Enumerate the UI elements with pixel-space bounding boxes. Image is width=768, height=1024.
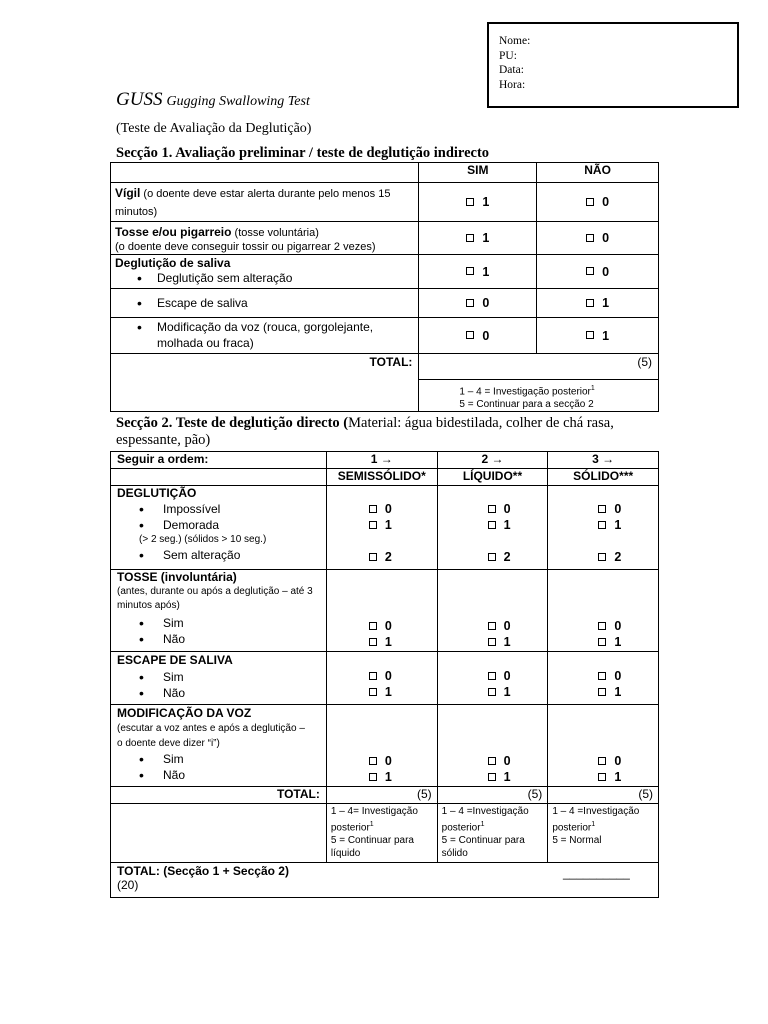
checkbox-icon[interactable]: [598, 521, 606, 529]
voz2-col2-sim[interactable]: 0: [488, 753, 548, 769]
voz2-col3-sim[interactable]: 0: [598, 753, 658, 769]
degl-col2-opt2[interactable]: 2: [488, 549, 548, 565]
checkbox-icon[interactable]: [598, 638, 606, 646]
section1-heading: Secção 1. Avaliação preliminar / teste de deglutição indirecto: [116, 145, 490, 161]
tosse2-col1-nao[interactable]: 1: [369, 634, 437, 650]
note2-b: 5 = Continuar para sólido: [441, 835, 525, 860]
escape2-col1-sim[interactable]: 0: [369, 668, 437, 684]
tosse2-col2-sim[interactable]: 0: [488, 618, 548, 634]
tosse-sim-option[interactable]: 1: [419, 222, 537, 255]
checkbox-icon[interactable]: [466, 234, 474, 242]
section1-table: [110, 162, 659, 412]
checkbox-icon[interactable]: [586, 331, 594, 339]
degl-col3: [548, 486, 659, 570]
voz2-col1-nao[interactable]: 1: [369, 769, 437, 785]
voz-row: [111, 318, 419, 354]
degl-col3-opt2[interactable]: 2: [598, 549, 658, 565]
voz-nao-option[interactable]: 1: [537, 318, 659, 354]
vigil-label: Vígil: [115, 186, 141, 200]
order-label: Seguir a ordem:: [111, 452, 327, 469]
tosse-note: (tosse voluntária): [231, 227, 319, 239]
escape2-col1: [326, 652, 437, 705]
voz2-nao: • Não: [117, 767, 320, 783]
saliva-row: [111, 255, 419, 289]
note-col1: 1 – 4= Investigação posterior$^1$ 5 = Continuar para líquido: [326, 804, 437, 863]
tosse-row: [111, 222, 419, 255]
tosse-nao-option[interactable]: 0: [537, 222, 659, 255]
checkbox-icon[interactable]: [598, 622, 606, 630]
escape-nao-option[interactable]: 1: [537, 289, 659, 318]
total-col3[interactable]: (5): [548, 787, 659, 804]
checkbox-icon[interactable]: [466, 299, 474, 307]
tosse2-row: [111, 570, 327, 652]
checkbox-icon[interactable]: [488, 757, 496, 765]
col-liquido: LÍQUIDO**: [437, 469, 548, 486]
note-col2: 1 – 4 =Investigação posterior$^1$ 5 = Continuar para sólido: [437, 804, 548, 863]
escape2-col2: [437, 652, 548, 705]
voz2-note: (escutar a voz antes e após a deglutição – o doente deve dizer “i”): [117, 723, 305, 749]
col-solido: SÓLIDO***: [548, 469, 659, 486]
note3-b: 5 = Normal: [552, 835, 602, 847]
title-subtitle: Gugging Swallowing Test: [166, 94, 310, 109]
grand-total-label: TOTAL: (Secção 1 + Secção 2): [117, 864, 289, 878]
note1-b: 5 = Continuar para líquido: [330, 835, 414, 860]
voz2-row: [111, 705, 327, 787]
saliva-nao-option[interactable]: 0: [537, 255, 659, 289]
escape2-col3-sim[interactable]: 0: [598, 668, 658, 684]
degl-sem-alteracao: • Sem alteração: [117, 547, 320, 563]
col-nao-header: NÃO: [537, 163, 659, 183]
grand-total-blank[interactable]: __________: [563, 866, 630, 880]
item-escape: • Escape de saliva: [115, 295, 414, 311]
tosse2-note: (antes, durante ou após a deglutição – até 3 minutos após): [117, 586, 313, 611]
degl-demorada-note: (> 2 seg.) (sólidos > 10 seg.): [139, 534, 267, 545]
grand-total-max: (20): [117, 878, 139, 892]
vigil-row: [111, 183, 419, 222]
degl-col2-opt1[interactable]: 1: [488, 517, 548, 533]
pu-field[interactable]: PU:: [499, 49, 517, 62]
item-sem-alteracao: • Deglutição sem alteração: [115, 270, 414, 286]
title-main: GUSS: [116, 89, 163, 110]
voz2-col2: [437, 705, 548, 787]
checkbox-icon[interactable]: [598, 688, 606, 696]
voz2-col2-nao[interactable]: 1: [488, 769, 548, 785]
vigil-sim-option[interactable]: 1: [419, 183, 537, 222]
note3-a: 1 – 4 =Investigação posterior: [552, 806, 640, 834]
checkbox-icon[interactable]: [369, 638, 377, 646]
data-field[interactable]: Data:: [499, 64, 524, 76]
checkbox-icon[interactable]: [586, 299, 594, 307]
section2-heading-bold: Secção 2. Teste de deglutição directo (: [116, 415, 349, 431]
section1-note: [419, 380, 659, 412]
note-col3: 1 – 4 =Investigação posterior$^1$ 5 = Normal: [548, 804, 659, 863]
checkbox-icon[interactable]: [586, 198, 594, 206]
patient-info-box: [487, 22, 739, 108]
checkbox-icon[interactable]: [598, 553, 606, 561]
degl-col1: [326, 486, 437, 570]
degl-col3-opt1[interactable]: 1: [598, 517, 658, 533]
degl-demorada: • Demorada: [117, 517, 320, 533]
tosse2-label: TOSSE (involuntária): [117, 570, 237, 584]
nome-field[interactable]: Nome:: [499, 35, 531, 47]
checkbox-icon[interactable]: [466, 198, 474, 206]
checkbox-icon[interactable]: [598, 757, 606, 765]
section2-total-label: TOTAL:: [111, 787, 327, 804]
degl-label: DEGLUTIÇÃO: [117, 486, 197, 500]
checkbox-icon[interactable]: [369, 672, 377, 680]
tosse2-col2: [437, 570, 548, 652]
checkbox-icon[interactable]: [488, 521, 496, 529]
voz2-label: MODIFICAÇÃO DA VOZ: [117, 706, 252, 720]
total-col1[interactable]: (5): [326, 787, 437, 804]
voz2-sim: • Sim: [117, 751, 320, 767]
escape2-col2-sim[interactable]: 0: [488, 668, 548, 684]
voz2-col3-nao[interactable]: 1: [598, 769, 658, 785]
voz2-col3: [548, 705, 659, 787]
total-max[interactable]: (5): [419, 354, 659, 380]
escape-row: [111, 289, 419, 318]
checkbox-icon[interactable]: [586, 267, 594, 275]
tosse2-nao: • Não: [117, 631, 320, 647]
tosse2-col3-nao[interactable]: 1: [598, 634, 658, 650]
checkbox-icon[interactable]: [488, 505, 496, 513]
tosse2-col2-nao[interactable]: 1: [488, 634, 548, 650]
footnote-mark: 1: [590, 385, 595, 392]
checkbox-icon[interactable]: [369, 773, 377, 781]
escape2-col3: [548, 652, 659, 705]
degl-col3-opt0[interactable]: 0: [598, 501, 658, 517]
total-col2[interactable]: (5): [437, 787, 548, 804]
section2-heading-material: Material: água bidestilada, colher de chá rasa, espessante, pão): [116, 415, 614, 448]
checkbox-icon[interactable]: [598, 672, 606, 680]
escape2-label: ESCAPE DE SALIVA: [117, 653, 233, 667]
deglutition-row: [111, 486, 327, 570]
col3-number: 3 →: [548, 452, 659, 469]
checkbox-icon[interactable]: [598, 505, 606, 513]
checkbox-icon[interactable]: [488, 672, 496, 680]
checkbox-icon[interactable]: [488, 638, 496, 646]
checkbox-icon[interactable]: [369, 688, 377, 696]
checkbox-icon[interactable]: [369, 622, 377, 630]
tosse2-col3-sim[interactable]: 0: [598, 618, 658, 634]
col-sim-header: SIM: [419, 163, 537, 183]
checkbox-icon[interactable]: [488, 688, 496, 696]
item-voz: • Modificação da voz (rouca, gorgolejante, molhada ou fraca): [115, 319, 414, 351]
degl-col1-opt0[interactable]: 0: [369, 501, 437, 517]
col-semissolido: SEMISSÓLIDO*: [326, 469, 437, 486]
saliva-label: Deglutição de saliva: [115, 256, 231, 270]
escape2-col3-nao[interactable]: 1: [598, 684, 658, 700]
saliva-sim-option[interactable]: 1: [419, 255, 537, 289]
tosse-label: Tosse e/ou pigarreio: [115, 225, 232, 239]
checkbox-icon[interactable]: [598, 773, 606, 781]
col1-number: 1 →: [326, 452, 437, 469]
degl-col2-opt0[interactable]: 0: [488, 501, 548, 517]
voz-sim-option[interactable]: 0: [419, 318, 537, 354]
escape2-sim: • Sim: [117, 669, 320, 685]
escape2-nao: • Não: [117, 685, 320, 701]
checkbox-icon[interactable]: [586, 234, 594, 242]
checkbox-icon[interactable]: [369, 521, 377, 529]
escape2-col2-nao[interactable]: 1: [488, 684, 548, 700]
checkbox-icon[interactable]: [369, 553, 377, 561]
section2-table: [110, 451, 659, 898]
checkbox-icon[interactable]: [466, 267, 474, 275]
escape2-col1-nao[interactable]: 1: [369, 684, 437, 700]
tosse2-col1: [326, 570, 437, 652]
degl-col1-opt1[interactable]: 1: [369, 517, 437, 533]
test-subtitle: (Teste de Avaliação da Deglutição): [116, 121, 312, 136]
note2-a: 1 – 4 =Investigação posterior: [441, 806, 529, 834]
note-line2: 5 = Continuar para a secção 2: [459, 399, 594, 411]
tosse2-col1-sim[interactable]: 0: [369, 618, 437, 634]
checkbox-icon[interactable]: [488, 553, 496, 561]
checkbox-icon[interactable]: [488, 773, 496, 781]
checkbox-icon[interactable]: [369, 757, 377, 765]
voz2-col1-sim[interactable]: 0: [369, 753, 437, 769]
tosse2-col3: [548, 570, 659, 652]
degl-col1-opt2[interactable]: 2: [369, 549, 437, 565]
note-line1: 1 – 4 = Investigação posterior: [459, 386, 591, 398]
grand-total-row: [111, 863, 659, 898]
page-title: [116, 89, 310, 111]
vigil-nao-option[interactable]: 0: [537, 183, 659, 222]
note1-a: 1 – 4= Investigação posterior: [330, 806, 418, 834]
escape2-row: [111, 652, 327, 705]
hora-field[interactable]: Hora:: [499, 78, 526, 91]
checkbox-icon[interactable]: [488, 622, 496, 630]
total-label: TOTAL:: [111, 354, 419, 412]
tosse2-sim: • Sim: [117, 615, 320, 631]
escape-sim-option[interactable]: 0: [419, 289, 537, 318]
col2-number: 2 →: [437, 452, 548, 469]
section2-heading: [116, 415, 661, 449]
tosse-note2: (o doente deve conseguir tossir ou pigarrear 2 vezes): [115, 241, 376, 253]
degl-impossivel: • Impossível: [117, 501, 320, 517]
checkbox-icon[interactable]: [369, 505, 377, 513]
degl-col2: [437, 486, 548, 570]
vigil-note: (o doente deve estar alerta durante pelo menos 15 minutos): [115, 188, 391, 218]
voz2-col1: [326, 705, 437, 787]
checkbox-icon[interactable]: [466, 331, 474, 339]
